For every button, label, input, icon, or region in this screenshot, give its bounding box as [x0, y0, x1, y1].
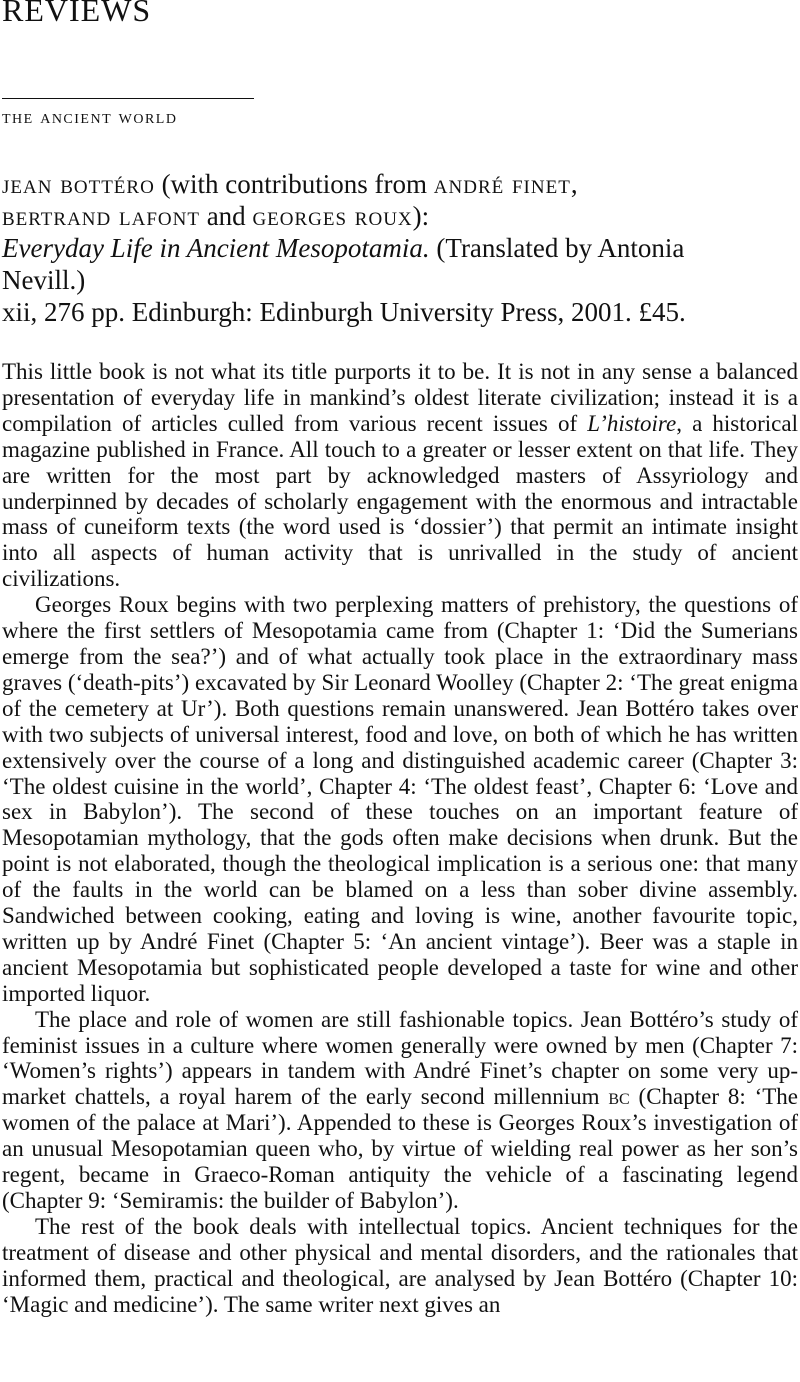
publication-details: xii, 276 pp. Edinburgh: Edinburgh University Press, 2001. £45.: [2, 297, 686, 327]
with-prefix: (with contributions from: [161, 169, 428, 199]
section-title-text: the ancient world: [2, 106, 178, 128]
comma: ,: [570, 169, 578, 199]
contributor-finet: andré finet: [433, 169, 571, 199]
p3-era-abbrev: bc: [608, 1084, 630, 1110]
p1-text-b: , a historical magazine published in France. All touch to a greater or lesser extent on that life. They are written for the most part by acknowledged masters of Assyriology and underpinned by decades of scholarly engagement with the enormous and intractable mass of cuneiform texts (the word used is ‘dossier’) that permit an intimate insight into all aspects of human activity that is unrivalled in the study of ancient civilizations.: [2, 410, 798, 592]
section-rule: [2, 98, 254, 99]
paragraph-4: The rest of the book deals with intellectual topics. Ancient techniques for the treatment of disease and other physical and mental disorders, and the rationales that informed them, practical and theological, are analysed by Jean Bottéro (Chapter 10: ‘Magic and medicine’). The same writer next gives an: [2, 1213, 798, 1317]
p1-magazine-title: L’histoire: [587, 410, 677, 436]
close-paren: ):: [412, 201, 430, 231]
translator-note-cont: Nevill.): [2, 265, 86, 295]
review-body: [2, 359, 798, 1318]
citation-line-5: [2, 296, 798, 328]
translator-note: (Translated by Antonia: [436, 233, 685, 263]
page-heading: REVIEWS: [2, 0, 152, 28]
citation-line-4: [2, 264, 798, 296]
book-citation: [2, 168, 798, 328]
section-title: [2, 103, 177, 131]
paragraph-2: Georges Roux begins with two perplexing matters of prehistory, the questions of where the first settlers of Mesopotamia came from (Chapter 1: ‘Did the Sumerians emerge from the sea?’) and of what actually took place in the extraordinary mass graves (‘death-pits’) excavated by Sir Leonard Woolley (Chapter 2: ‘The great enigma of the cemetery at Ur’). Both questions remain unanswered. Jean Bottéro takes over with two subjects of universal interest, food and love, on both of which he has written extensively over the course of a long and distinguished academic career (Chapter 3: ‘The oldest cuisine in the world’, Chapter 4: ‘The oldest feast’, Chapter 6: ‘Love and sex in Babylon’). The second of these touches on an important feature of Mesopotamian mythology, that the gods often make decisions when drunk. But the point is not elaborated, though the theological implication is a serious one: that many of the faults in the world can be blamed on a less than sober divine assembly. Sandwiched between cooking, eating and loving is wine, another favourite topic, written up by André Finet (Chapter 5: ‘An ancient vintage’). Beer was a staple in ancient Mesopotamia but sophisticated people developed a taste for wine and other imported liquor.: [2, 592, 798, 1006]
contributor-roux: georges roux: [252, 201, 413, 231]
citation-line-2: [2, 200, 798, 232]
author-name: jean bottéro: [2, 169, 155, 199]
paragraph-3: [2, 1007, 798, 1214]
book-title: Everyday Life in Ancient Mesopotamia.: [2, 233, 430, 263]
p3-text-a: The place and role of women are still fashionable topics. Jean Bottéro’s study of feminist issues in a culture where women generally were owned by men (Chapter 7: ‘Women’s rights’) appears in tandem with André Finet’s chapter on some very up-market chattels, a royal harem of the early second millennium: [2, 1006, 798, 1110]
p1-text-a: This little book is not what its title purports it to be. It is not in any sense a balanced presentation of everyday life in mankind’s oldest literate civilization; instead it is a compilation of articles culled from various recent issues of: [2, 359, 798, 436]
citation-line-3: [2, 232, 798, 264]
and-word: and: [206, 201, 246, 231]
citation-line-1: [2, 168, 798, 200]
p3-text-b: (Chapter 8: ‘The women of the palace at Mari’). Appended to these is Georges Roux’s investigation of an unusual Mesopotamian queen who, by virtue of wielding real power as her son’s regent, became in Graeco-Roman antiquity the vehicle of a fascinating legend (Chapter 9: ‘Semiramis: the builder of Babylon’).: [2, 1084, 798, 1213]
paragraph-1: [2, 359, 798, 592]
contributor-lafont: bertrand lafont: [2, 201, 200, 231]
